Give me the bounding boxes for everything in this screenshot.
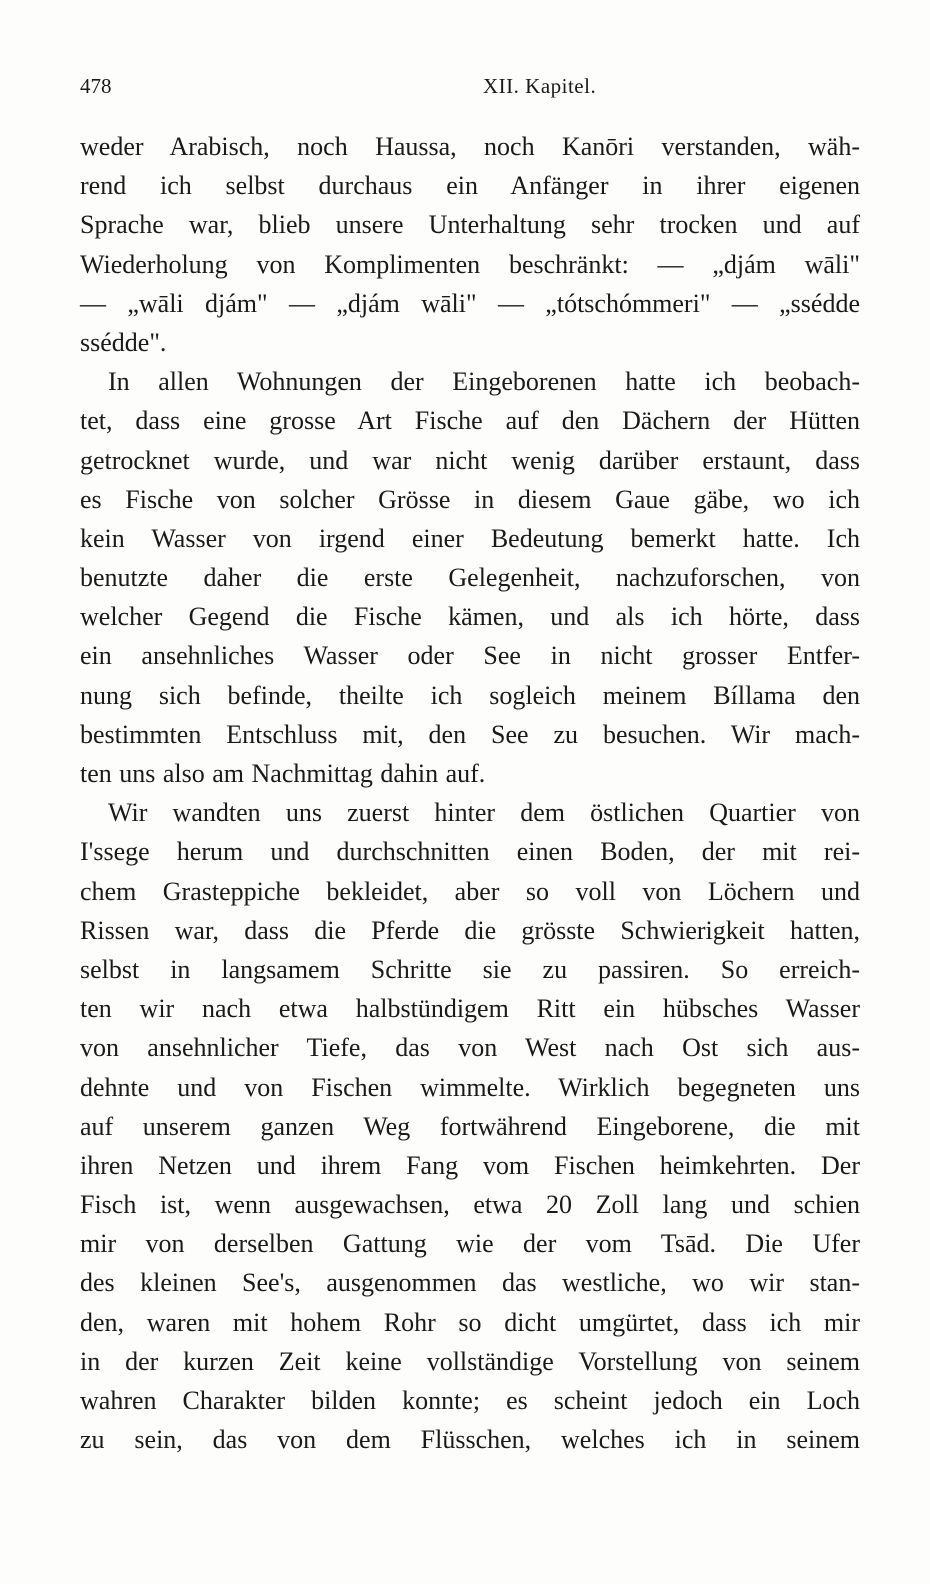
paragraph-start-line: Wir wandten uns zuerst hinter dem östlichen Quartier von: [108, 798, 860, 828]
text-line: Wiederholung von Komplimenten beschränkt: — „djám wāli": [80, 249, 860, 279]
running-head: XII. Kapitel.: [483, 74, 597, 98]
text-line: mir von derselben Gattung wie der vom Tsād. Die Ufer: [80, 1229, 860, 1259]
text-line: Fisch ist, wenn ausgewachsen, etwa 20 Zoll lang und schien: [80, 1190, 860, 1220]
text-line: chem Grasteppiche bekleidet, aber so voll von Löchern und: [80, 876, 860, 906]
body-text: [80, 127, 860, 1459]
text-line: rend ich selbst durchaus ein Anfänger in ihrer eigenen: [80, 171, 860, 201]
text-line: ihren Netzen und ihrem Fang vom Fischen heimkehrten. Der: [80, 1150, 860, 1180]
text-line: ein ansehnliches Wasser oder See in nicht grosser Entfer-: [80, 641, 860, 671]
text-line: benutzte daher die erste Gelegenheit, nachzuforschen, von: [80, 563, 860, 593]
text-line: ten uns also am Nachmittag dahin auf.: [80, 759, 486, 788]
text-line: den, waren mit hohem Rohr so dicht umgürtet, dass ich mir: [80, 1307, 860, 1337]
text-line: kein Wasser von irgend einer Bedeutung bemerkt hatte. Ich: [80, 523, 860, 553]
text-line: zu sein, das von dem Flüsschen, welches ich in seinem: [80, 1425, 860, 1455]
text-line: nung sich befinde, theilte ich sogleich meinem Bíllama den: [80, 680, 860, 710]
text-line: — „wāli djám" — „djám wāli" — „tótschómmeri" — „ssédde: [80, 288, 860, 318]
paragraph-start-line: In allen Wohnungen der Eingeborenen hatte ich beobach-: [108, 367, 860, 397]
text-line: getrocknet wurde, und war nicht wenig darüber erstaunt, dass: [80, 445, 860, 475]
text-line: weder Arabisch, noch Haussa, noch Kanōri verstanden, wäh-: [80, 132, 860, 161]
text-line: ssédde".: [80, 327, 167, 357]
text-line: selbst in langsamem Schritte sie zu passiren. So erreich-: [80, 954, 860, 984]
text-line: I'ssege herum und durchschnitten einen Boden, der mit rei-: [80, 837, 860, 867]
text-line: Rissen war, dass die Pferde die grösste Schwierigkeit hatten,: [80, 915, 860, 945]
text-line: des kleinen See's, ausgenommen das westliche, wo wir stan-: [80, 1268, 860, 1298]
text-line: Sprache war, blieb unsere Unterhaltung sehr trocken und auf: [80, 210, 860, 240]
page-header: [80, 74, 860, 104]
text-line: dehnte und von Fischen wimmelte. Wirklich begegneten uns: [80, 1072, 860, 1102]
text-line: tet, dass eine grosse Art Fische auf den Dächern der Hütten: [80, 406, 860, 436]
text-line: welcher Gegend die Fische kämen, und als ich hörte, dass: [80, 602, 860, 632]
page-number: 478: [80, 74, 112, 98]
text-line: ten wir nach etwa halbstündigem Ritt ein hübsches Wasser: [80, 994, 860, 1024]
text-line: auf unserem ganzen Weg fortwährend Eingeborene, die mit: [80, 1111, 860, 1141]
text-line: bestimmten Entschluss mit, den See zu besuchen. Wir mach-: [80, 719, 860, 749]
text-line: wahren Charakter bilden konnte; es scheint jedoch ein Loch: [80, 1386, 860, 1415]
text-line: in der kurzen Zeit keine vollständige Vorstellung von seinem: [80, 1346, 860, 1376]
text-line: es Fische von solcher Grösse in diesem Gaue gäbe, wo ich: [80, 484, 860, 514]
text-line: von ansehnlicher Tiefe, das von West nach Ost sich aus-: [80, 1033, 860, 1063]
